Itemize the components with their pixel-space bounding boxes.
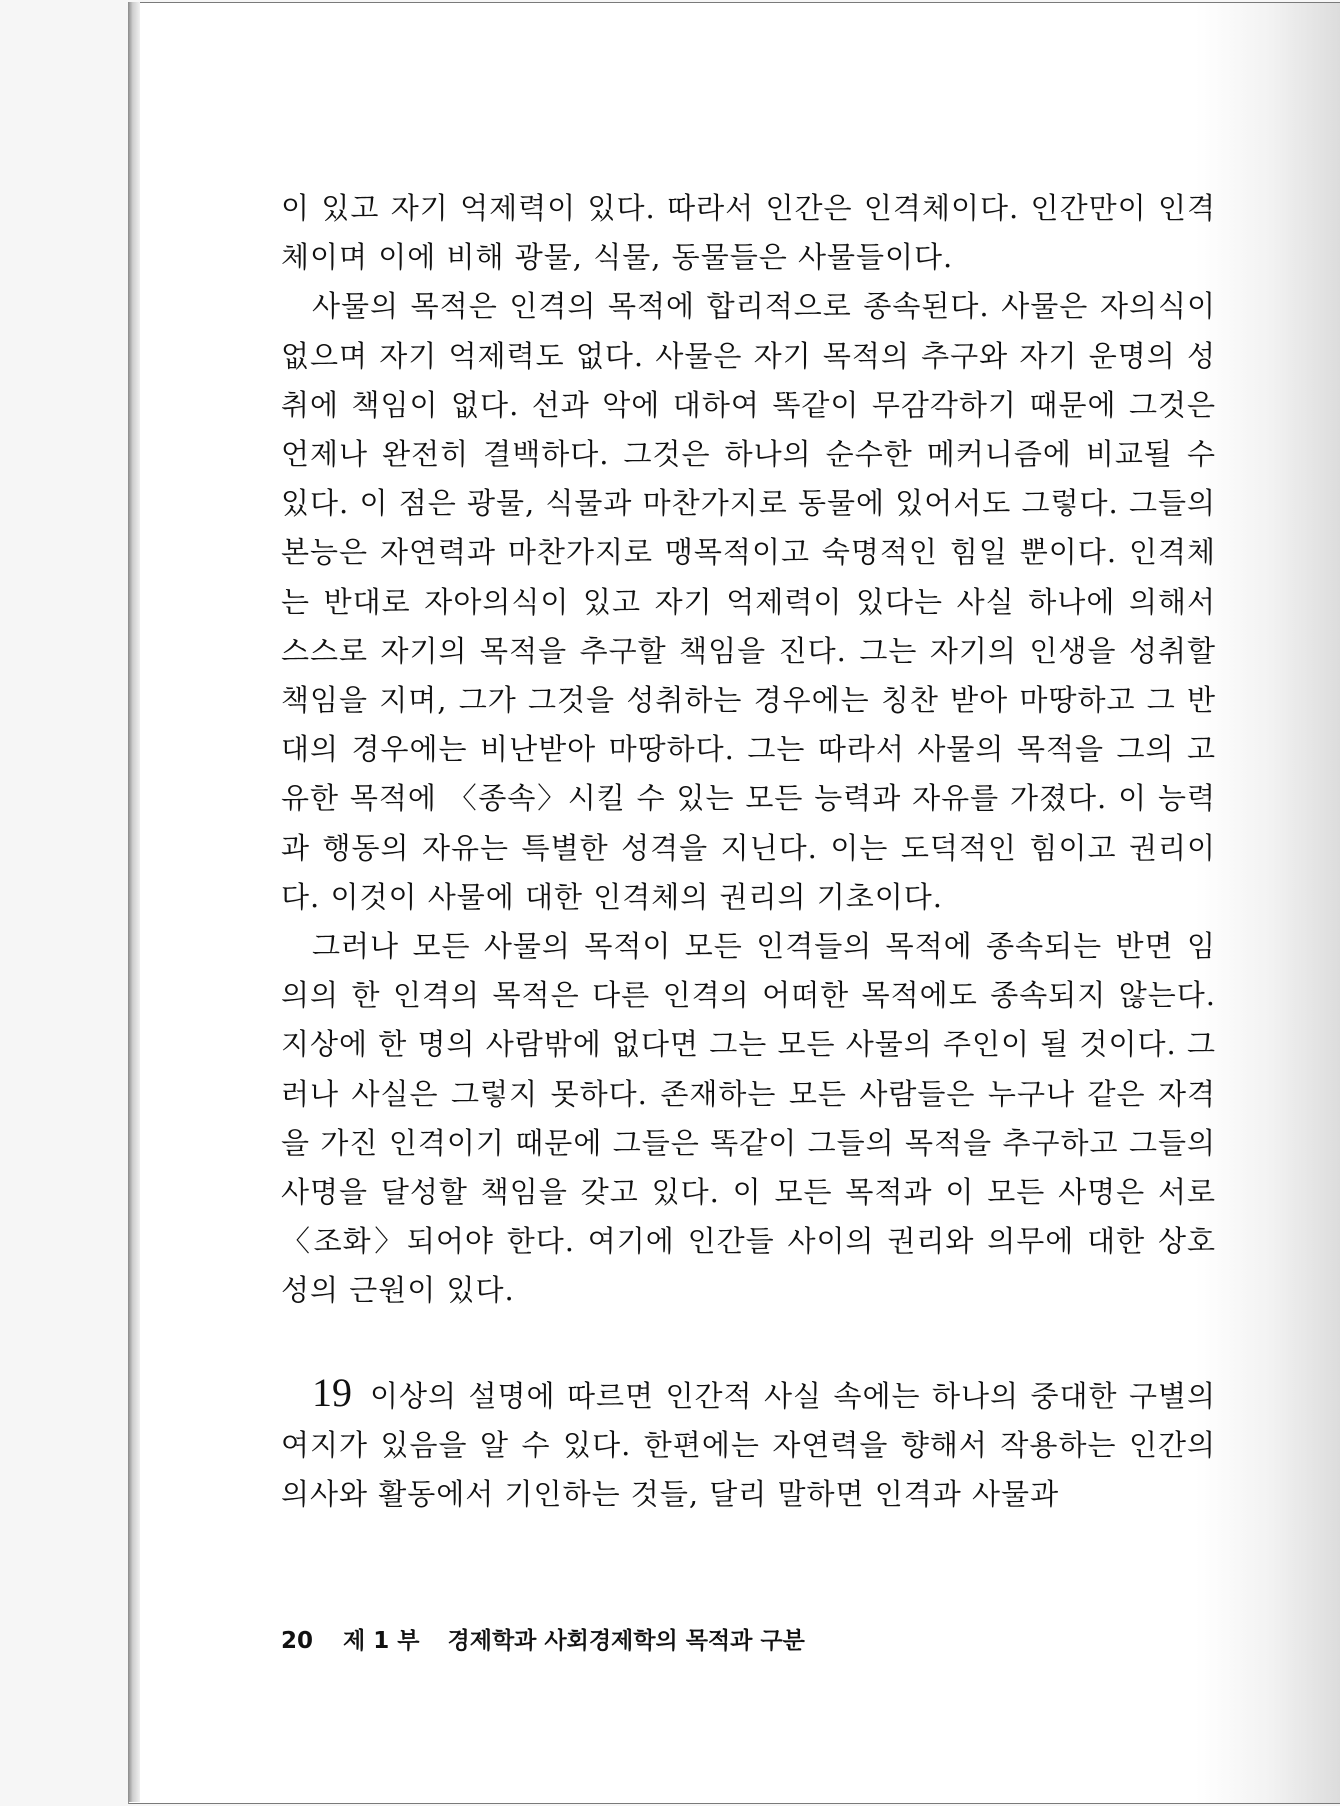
paragraph-3: 그러나 모든 사물의 목적이 모든 인격들의 목적에 종속되는 반면 임의의 한 인격의 목적은 다른 인격의 어떠한 목적에도 종속되지 않는다. 지상에 한 명의 사람밖에 없다면 그는 모든 사물의 주인이 될 것이다. 그러나 사실은 그렇지 못하다. 존재하는 모든 사람들은 누구나 같은 자격을 가진 인격이기 때문에 그들은 똑같이 그들의 목적을 추구하고 그들의 사명을 달성할 책임을 갖고 있다. 이 모든 목적과 이 모든 사명은 서로 〈조화〉되어야 한다. 여기에 인간들 사이의 권리와 의무에 대한 상호성의 근원이 있다. — [281, 929, 1217, 1308]
running-footer — [281, 1622, 805, 1655]
page-spine-shadow — [128, 2, 140, 1802]
section-text: 이상의 설명에 따르면 인간적 사실 속에는 하나의 중대한 구별의 여지가 있음을 알 수 있다. 한편에는 자연력을 향해서 작용하는 인간의 의사와 활동에서 기인하는 것들, 달리 말하면 인격과 사물과 — [281, 1378, 1216, 1512]
section-paragraph — [281, 1368, 1216, 1520]
paragraph-2: 사물의 목적은 인격의 목적에 합리적으로 종속된다. 사물은 자의식이 없으며 자기 억제력도 없다. 사물은 자기 목적의 추구와 자기 운명의 성취에 책임이 없다. 선과 악에 대하여 똑같이 무감각하기 때문에 그것은 언제나 완전히 결백하다. 그것은 하나의 순수한 메커니즘에 비교될 수 있다. 이 점은 광물, 식물과 마찬가지로 동물에 있어서도 그렇다. 그들의 본능은 자연력과 마찬가지로 맹목적이고 숙명적인 힘일 뿐이다. 인격체는 반대로 자아의식이 있고 자기 억제력이 있다는 사실 하나에 의해서 스스로 자기의 목적을 추구할 책임을 진다. 그는 자기의 인생을 성취할 책임을 지며, 그가 그것을 성취하는 경우에는 칭찬 받아 마땅하고 그 반대의 경우에는 비난받아 마땅하다. 그는 따라서 사물의 목적을 그의 고유한 목적에 〈종속〉시킬 수 있는 모든 능력과 자유를 가졌다. 이 능력과 행동의 자유는 특별한 성격을 지닌다. 이는 도덕적인 힘이고 권리이다. 이것이 사물에 대한 인격체의 권리의 기초이다. — [281, 289, 1217, 914]
section-number: 19 — [312, 1369, 352, 1415]
chapter-title: 경제학과 사회경제학의 목적과 구분 — [447, 1628, 805, 1654]
part-label: 제 1 부 — [343, 1628, 420, 1654]
paragraph-1: 이 있고 자기 억제력이 있다. 따라서 인간은 인격체이다. 인간만이 인격체이며 이에 비해 광물, 식물, 동물들은 사물들이다. — [281, 191, 1216, 275]
page-body — [281, 184, 1216, 1519]
page-number: 20 — [281, 1628, 314, 1654]
